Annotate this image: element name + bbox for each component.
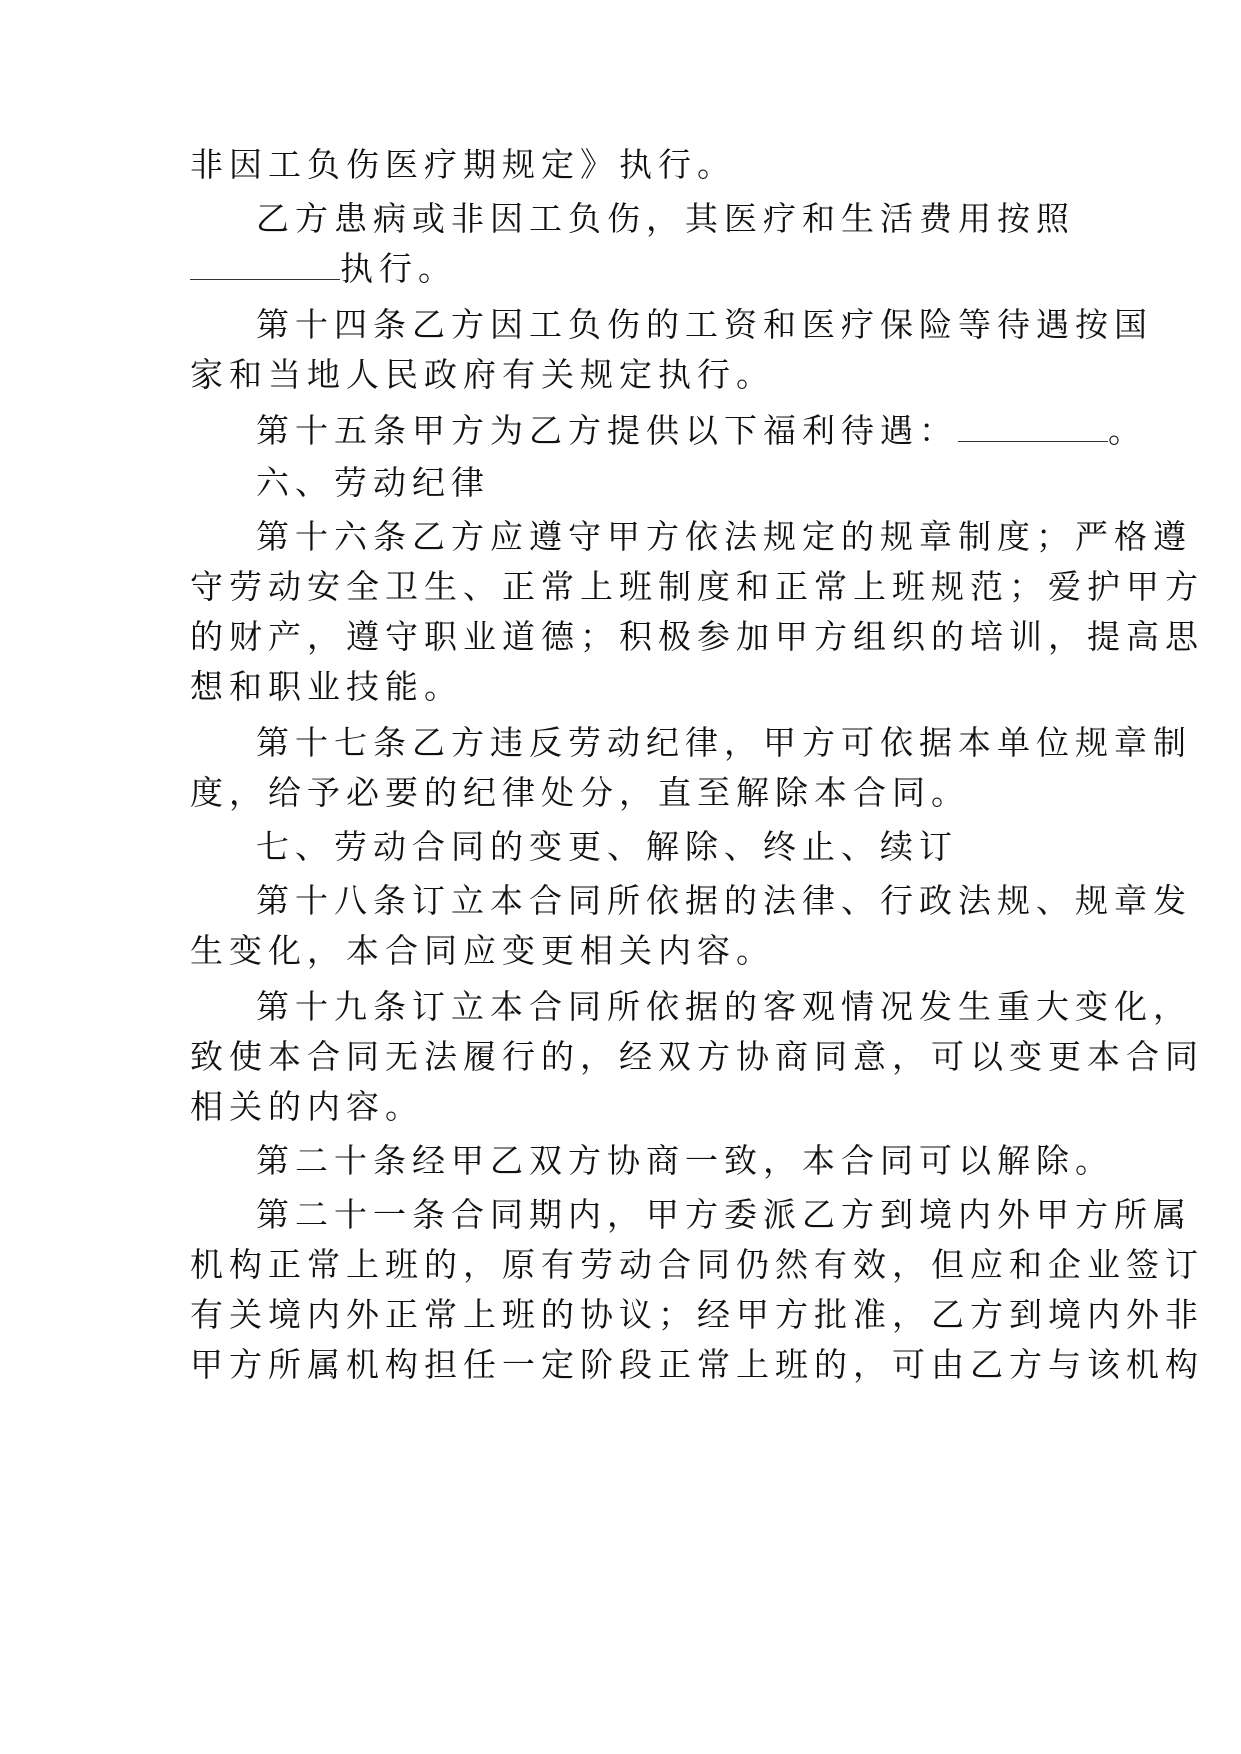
text-fragment: 。 (1108, 411, 1147, 450)
section-heading: 七、劳动合同的变更、解除、终止、续订 (256, 827, 958, 866)
text-line: 家和当地人民政府有关规定执行。 (190, 355, 775, 394)
text-line: 乙方患病或非因工负伤，其医疗和生活费用按照 (256, 199, 1075, 238)
text-line: 第二十条经甲乙双方协商一致，本合同可以解除。 (256, 1141, 1114, 1180)
text-line-with-blank (190, 244, 1050, 294)
text-line: 第十六条乙方应遵守甲方依法规定的规章制度；严格遵 (256, 517, 1192, 556)
text-line: 机构正常上班的，原有劳动合同仍然有效，但应和企业签订 (190, 1245, 1204, 1284)
text-line: 守劳动安全卫生、正常上班制度和正常上班规范；爱护甲方 (190, 567, 1204, 606)
text-line: 非因工负伤医疗期规定》执行。 (190, 145, 736, 184)
text-line: 想和职业技能。 (190, 667, 463, 706)
text-line: 相关的内容。 (190, 1087, 424, 1126)
text-line: 第十八条订立本合同所依据的法律、行政法规、规章发 (256, 881, 1192, 920)
text-line: 生变化，本合同应变更相关内容。 (190, 931, 775, 970)
text-line-with-blank (256, 406, 1147, 456)
text-line: 甲方所属机构担任一定阶段正常上班的，可由乙方与该机构 (190, 1345, 1204, 1384)
fill-in-blank[interactable] (190, 249, 340, 280)
text-line: 第十七条乙方违反劳动纪律，甲方可依据本单位规章制 (256, 723, 1192, 762)
text-line: 有关境内外正常上班的协议；经甲方批准，乙方到境内外非 (190, 1295, 1204, 1334)
text-line: 第十四条乙方因工负伤的工资和医疗保险等待遇按国 (256, 305, 1153, 344)
text-line: 度，给予必要的纪律处分，直至解除本合同。 (190, 773, 970, 812)
text-line: 第十九条订立本合同所依据的客观情况发生重大变化， (256, 987, 1192, 1026)
fill-in-blank[interactable] (958, 411, 1108, 442)
section-heading: 六、劳动纪律 (256, 463, 490, 502)
text-line: 第二十一条合同期内，甲方委派乙方到境内外甲方所属 (256, 1195, 1192, 1234)
text-line: 致使本合同无法履行的，经双方协商同意，可以变更本合同 (190, 1037, 1204, 1076)
text-line: 的财产，遵守职业道德；积极参加甲方组织的培训，提高思 (190, 617, 1204, 656)
text-fragment: 第十五条甲方为乙方提供以下福利待遇： (256, 411, 958, 450)
text-fragment: 执行。 (340, 249, 457, 288)
